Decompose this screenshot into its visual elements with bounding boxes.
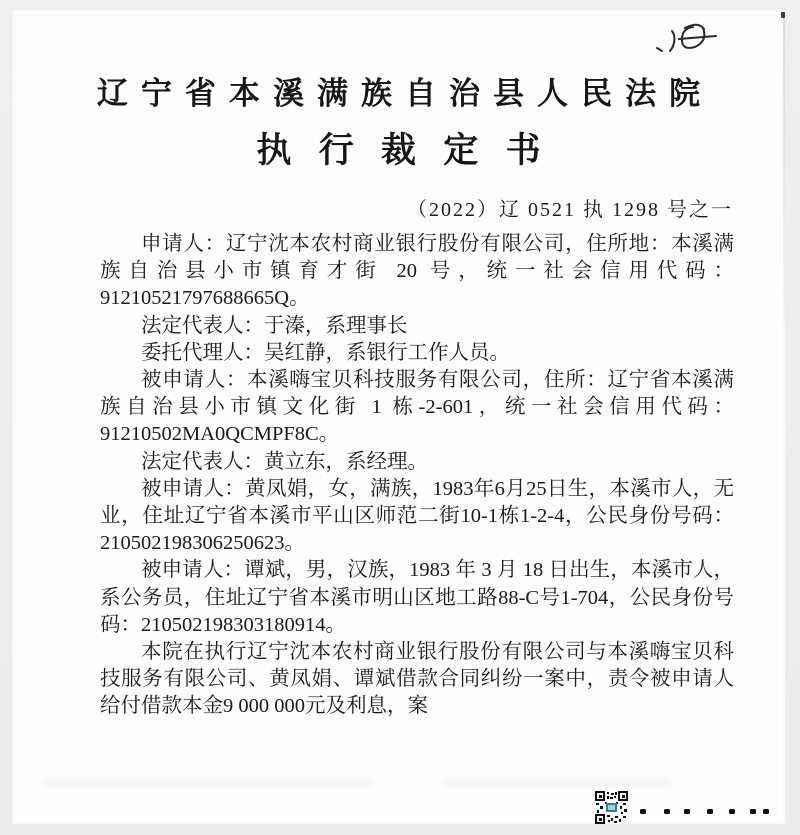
handwritten-mark-icon [652,18,730,66]
bleed-through-mark [442,778,672,787]
dot-mark [640,809,646,814]
dot-mark [684,809,690,814]
paragraph-respondent-company: 被申请人：本溪嗨宝贝科技服务有限公司，住所：辽宁省本溪满族自治县小市镇文化街 1 栋-2-601，统一社会信用代码：91210502MA0QCMPF8C。 [100,369,734,446]
bleed-through-mark [42,778,372,787]
paragraph-respondent-huang: 被申请人：黄凤娟，女，满族，1983年6月25日生，本溪市人，无业，住址辽宁省本溪市平山区师范二街10-1栋1-2-4，公民身份号码：210502198306250623。 [100,477,734,555]
dot-mark [729,809,735,814]
paragraph-applicant: 申请人：辽宁沈本农村商业银行股份有限公司，住所地：本溪满族自治县小市镇育才街 20 号，统一社会信用代码：91210521797688665Q。 [100,233,734,310]
dot-marks [640,809,769,815]
paragraph-agent: 委托代理人：吴红静，系银行工作人员。 [141,341,510,364]
qr-code-icon [595,791,628,824]
case-number: （2022）辽 0521 执 1298 号之一 [407,199,733,221]
dot-mark [750,809,756,814]
paragraph-legal-rep-respondent: 法定代表人：黄立东，系经理。 [141,450,428,473]
dot-mark [707,809,713,814]
paragraph-case-summary: 本院在执行辽宁沈本农村商业银行股份有限公司与本溪嗨宝贝科技服务有限公司、黄凤娟、谭斌借款合同纠纷一案中，责令被申请人给付借款本金9 000 000元及利息，案 [100,641,734,718]
paragraph-legal-rep-applicant: 法定代表人：于溱，系理事长 [141,314,408,337]
paragraph-respondent-tan: 被申请人：谭斌，男，汉族，1983 年 3 月 18 日出生，本溪市人，系公务员，住址辽宁省本溪市明山区地工路88-C号1-704，公民身份号码：210502198303180914。 [100,559,734,636]
court-name: 辽宁省本溪满族自治县人民法院 [96,76,714,111]
dot-mark [763,809,769,814]
document-body [100,231,734,721]
document-page [12,10,785,824]
document-title: 执行裁定书 [256,131,568,170]
dot-mark [664,809,670,814]
